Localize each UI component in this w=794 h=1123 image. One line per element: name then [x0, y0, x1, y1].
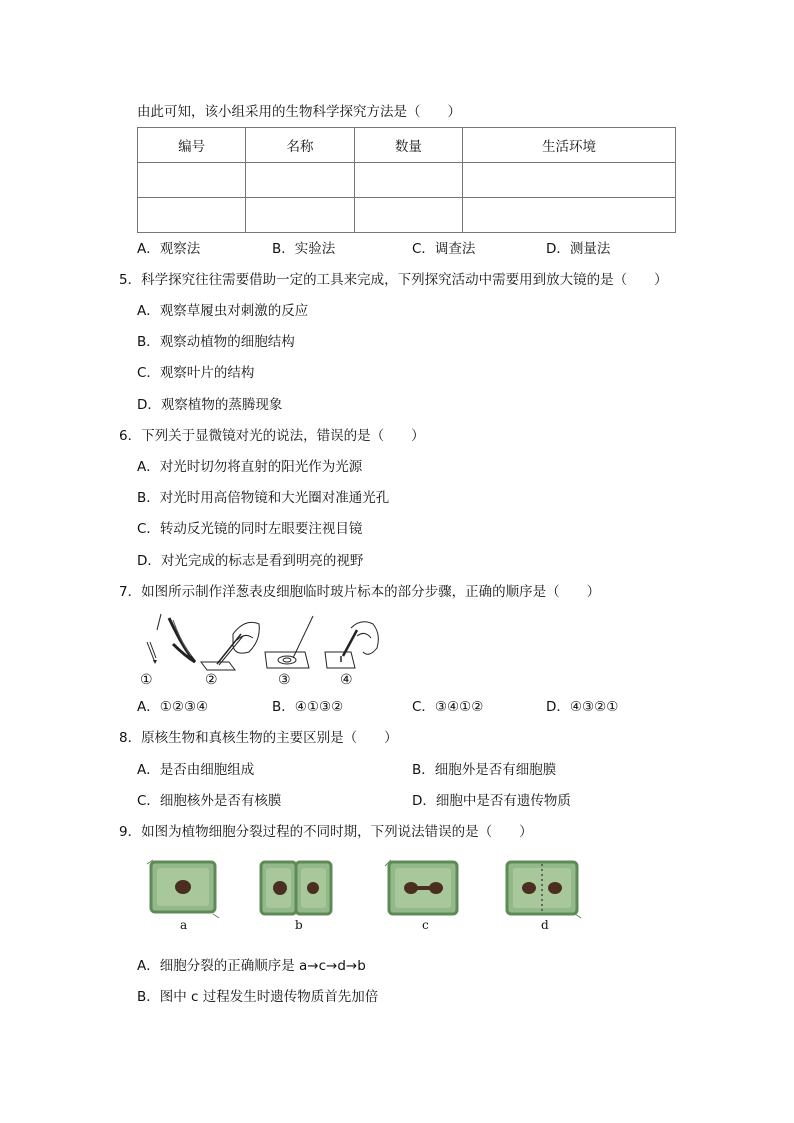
q8-option-d: D．细胞中是否有遗传物质 [412, 793, 571, 809]
table-header-cell: 编号 [138, 128, 246, 163]
table-row [138, 163, 676, 198]
q7-option-a: A．①②③④ [137, 699, 209, 715]
table-cell [246, 198, 354, 233]
step-1-illustration [147, 614, 195, 664]
q7-option-c: C．③④①② [412, 699, 484, 715]
q6-option-b: B．对光时用高倍物镜和大光圈对准通光孔 [137, 490, 390, 506]
q6-option-a: A．对光时切勿将直射的阳光作为光源 [137, 459, 363, 475]
q9-option-a: A．细胞分裂的正确顺序是 a→c→d→b [137, 958, 366, 974]
q5-option-a: A．观察草履虫对刺激的反应 [137, 303, 309, 319]
q8-option-c: C．细胞核外是否有核膜 [137, 793, 282, 809]
table-header-cell: 名称 [246, 128, 354, 163]
cell-b [261, 862, 331, 914]
cell-division-figure [145, 856, 595, 920]
q6-stem: 6．下列关于显微镜对光的说法，错误的是（ ） [119, 428, 425, 444]
table-cell [463, 163, 676, 198]
q7-option-b: B．④①③② [272, 699, 344, 715]
q7-stem: 7．如图所示制作洋葱表皮细胞临时玻片标本的部分步骤，正确的顺序是（ ） [119, 584, 601, 600]
q5-option-b: B．观察动植物的细胞结构 [137, 334, 295, 350]
q4-option-a: A．观察法 [137, 241, 201, 257]
step-3-illustration [265, 616, 313, 668]
table-header-cell: 数量 [354, 128, 462, 163]
cell-label-b: b [295, 918, 303, 932]
figure-label-3: ③ [278, 672, 291, 688]
q4-option-d: D．测量法 [546, 241, 611, 257]
table-cell [138, 163, 246, 198]
cell-label-c: c [422, 918, 429, 932]
table-cell [354, 198, 462, 233]
cell-c [385, 860, 457, 914]
q8-option-b: B．细胞外是否有细胞膜 [412, 762, 557, 778]
data-table [137, 127, 676, 233]
q4-option-c: C．调查法 [412, 241, 476, 257]
table-row [138, 198, 676, 233]
step-4-illustration [325, 622, 378, 668]
cell-label-d: d [541, 918, 549, 932]
cell-a [147, 860, 219, 918]
table-header-row [138, 128, 676, 163]
q9-option-b: B．图中 c 过程发生时遗传物质首先加倍 [137, 989, 379, 1005]
table-cell [354, 163, 462, 198]
q6-option-c: C．转动反光镜的同时左眼要注视目镜 [137, 521, 363, 537]
q4-option-b: B．实验法 [272, 241, 336, 257]
figure-label-2: ② [205, 672, 218, 688]
q5-option-d: D．观察植物的蒸腾现象 [137, 397, 283, 413]
table-cell [463, 198, 676, 233]
q8-option-a: A．是否由细胞组成 [137, 762, 255, 778]
q5-option-c: C．观察叶片的结构 [137, 365, 255, 381]
figure-label-4: ④ [340, 672, 353, 688]
question-intro: 由此可知，该小组采用的生物科学探究方法是（ ） [137, 104, 461, 120]
table-cell [138, 198, 246, 233]
figure-label-1: ① [140, 672, 153, 688]
cell-label-a: a [180, 918, 188, 932]
q8-stem: 8．原核生物和真核生物的主要区别是（ ） [119, 730, 398, 746]
step-2-illustration [201, 622, 259, 670]
q7-option-d: D．④③②① [546, 699, 619, 715]
table-header-cell: 生活环境 [463, 128, 676, 163]
table-cell [246, 163, 354, 198]
q9-stem: 9．如图为植物细胞分裂过程的不同时期，下列说法错误的是（ ） [119, 824, 533, 840]
q6-option-d: D．对光完成的标志是看到明亮的视野 [137, 553, 364, 569]
q5-stem: 5．科学探究往往需要借助一定的工具来完成，下列探究活动中需要用到放大镜的是（ ） [119, 272, 668, 288]
cell-d [507, 862, 581, 918]
